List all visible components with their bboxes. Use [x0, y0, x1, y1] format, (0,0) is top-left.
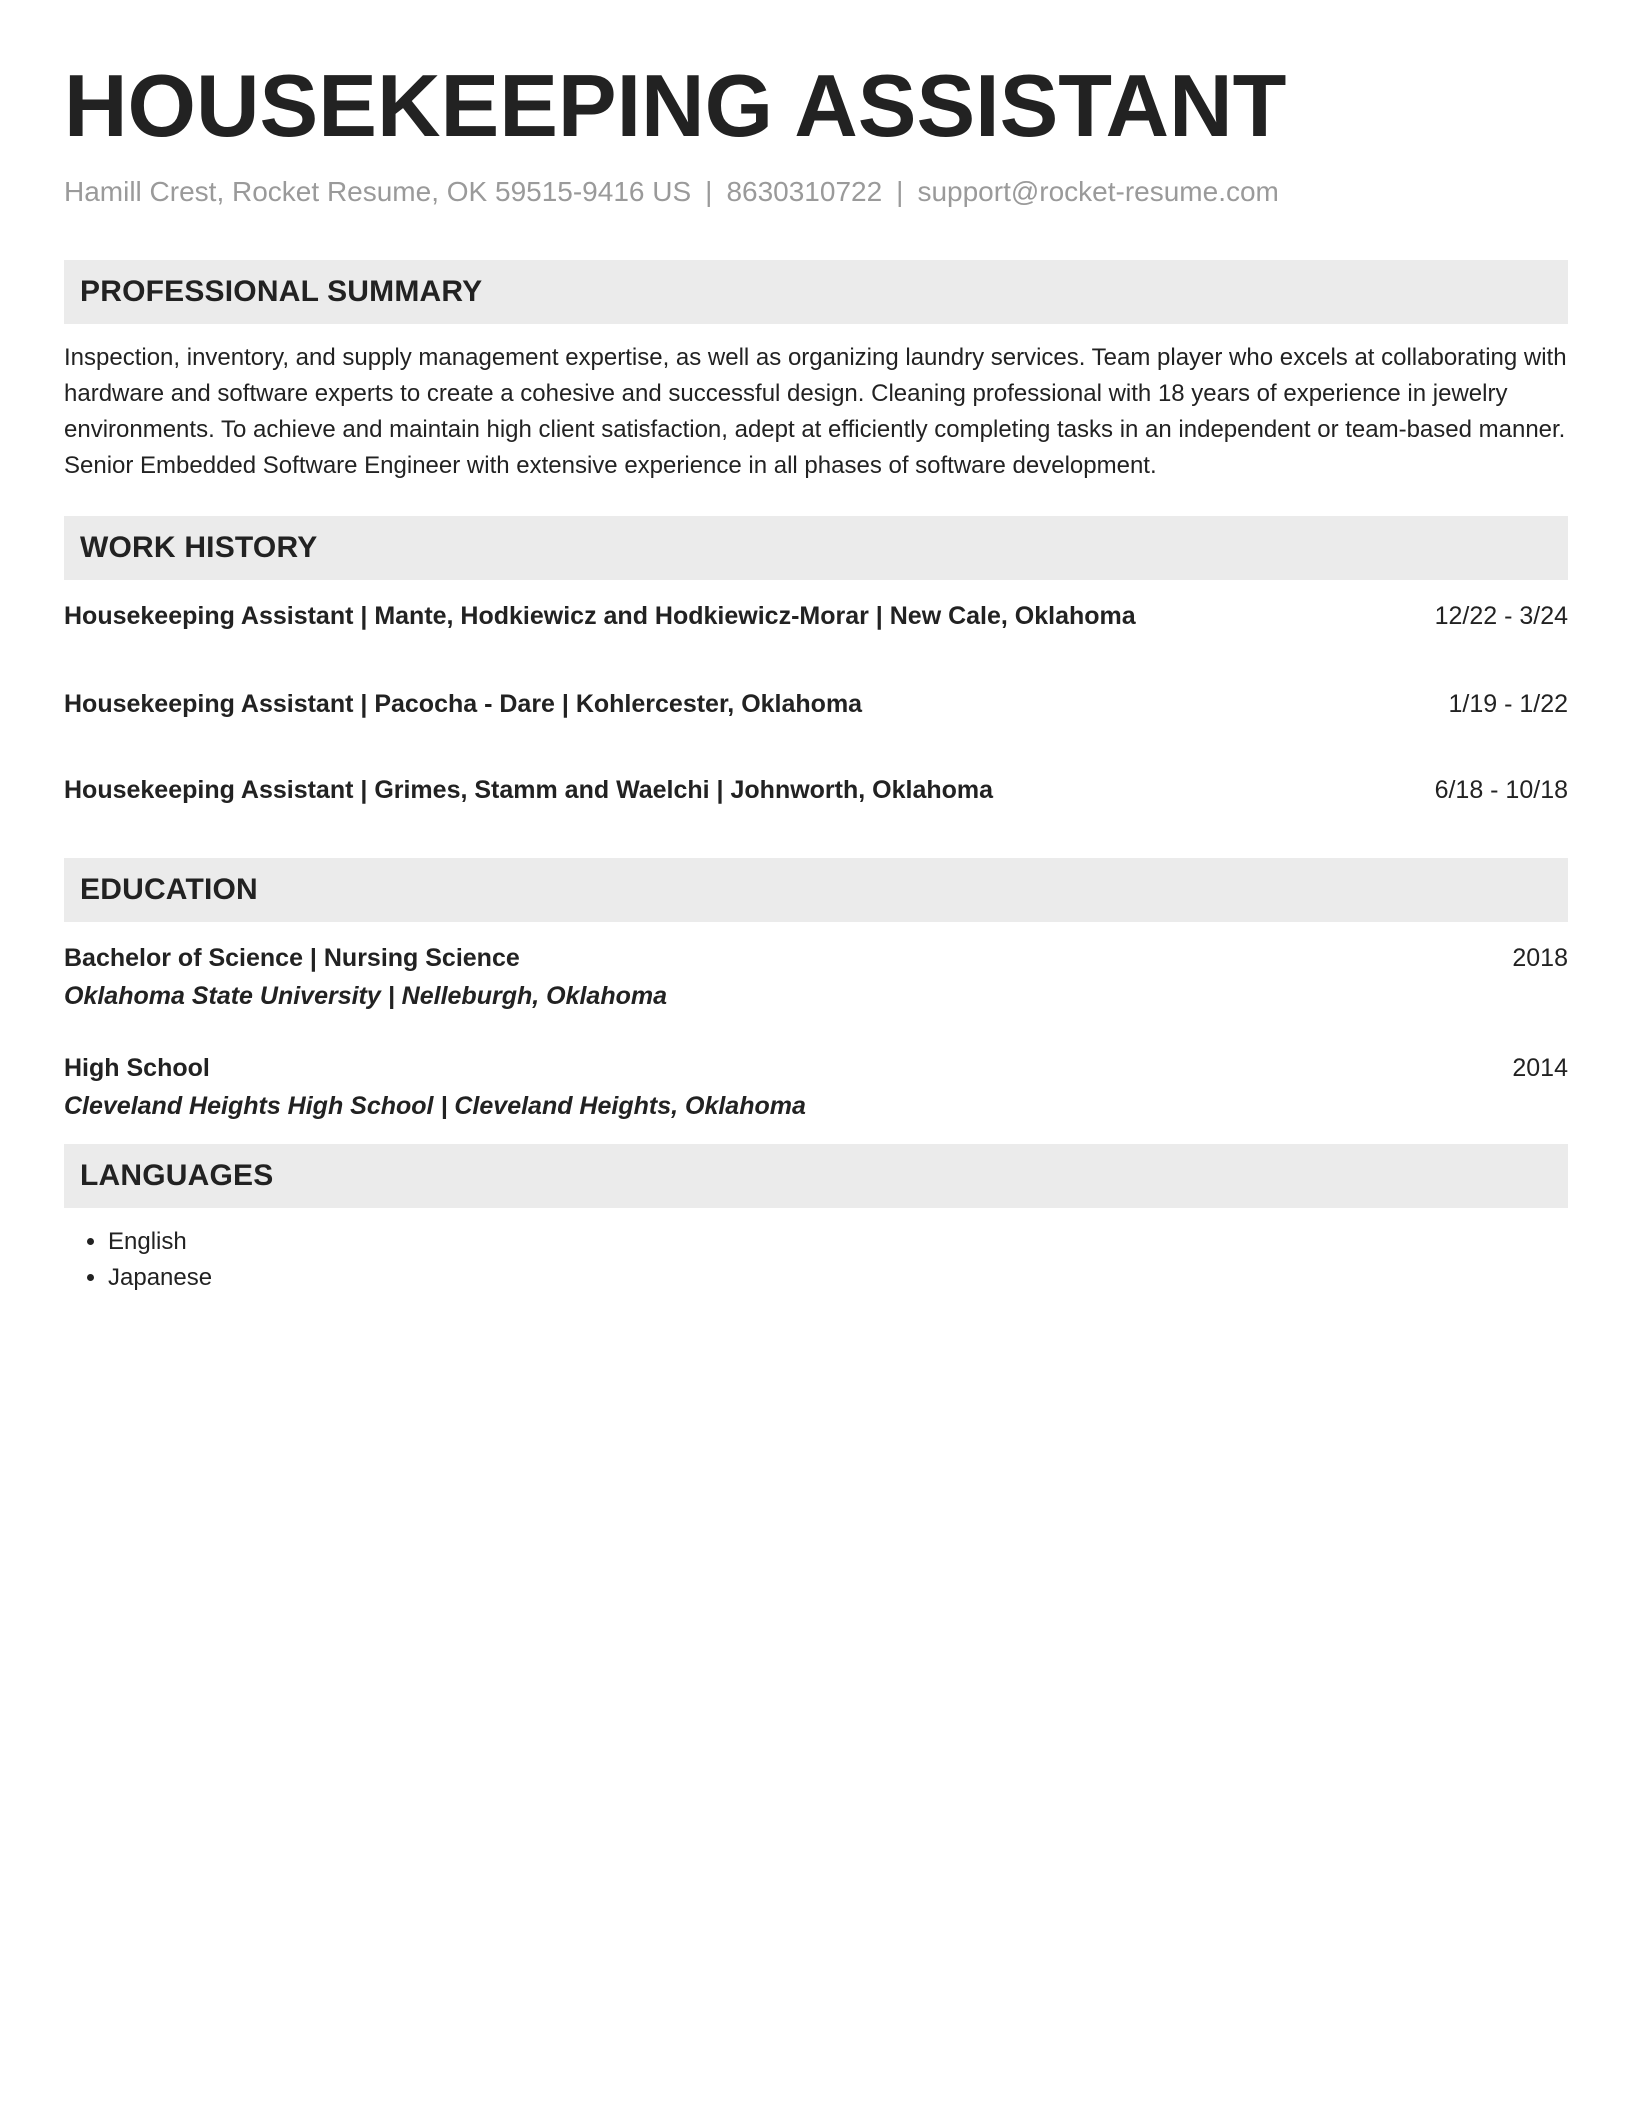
education-row	[64, 1050, 1568, 1086]
contact-line	[64, 174, 1568, 210]
section-title: WORK HISTORY	[80, 531, 318, 564]
section-title: PROFESSIONAL SUMMARY	[80, 275, 483, 308]
education-year: 2018	[1512, 944, 1568, 972]
job-entry	[64, 598, 1568, 634]
contact-separator: |	[896, 176, 904, 207]
section-title: LANGUAGES	[80, 1159, 274, 1192]
job-dates: 6/18 - 10/18	[1434, 776, 1568, 804]
job-dates: 1/19 - 1/22	[1448, 690, 1568, 718]
resume-title: HOUSEKEEPING ASSISTANT	[64, 56, 1287, 155]
contact-separator: |	[705, 176, 713, 207]
education-degree: Bachelor of Science | Nursing Science	[64, 944, 520, 972]
education-entry	[64, 940, 1568, 1014]
job-entry	[64, 686, 1568, 722]
education-degree: High School	[64, 1054, 210, 1082]
job-title: Housekeeping Assistant | Pacocha - Dare | Kohlercester, Oklahoma	[64, 690, 863, 718]
languages-list	[64, 1224, 1568, 1296]
section-header-languages	[64, 1144, 1568, 1208]
language-item: • Japanese	[108, 1260, 1568, 1296]
language-item: • English	[108, 1224, 1568, 1260]
education-school: Oklahoma State University | Nelleburgh, Oklahoma	[64, 982, 668, 1010]
education-school: Cleveland Heights High School | Cleveland Heights, Oklahoma	[64, 1092, 806, 1120]
contact-phone: 8630310722	[726, 176, 883, 207]
contact-email: support@rocket-resume.com	[917, 176, 1279, 207]
education-entry	[64, 1050, 1568, 1124]
section-title: EDUCATION	[80, 873, 258, 906]
section-header-education	[64, 858, 1568, 922]
section-header-work-history	[64, 516, 1568, 580]
summary-text: Inspection, inventory, and supply management expertise, as well as organizing laundry services. Team player who excels at collaborating with hardware and software experts to create a cohesive and successful design. Cleaning professional with 18 years of experience in jewelry environments. To achieve and maintain high client satisfaction, adept at efficiently completing tasks in an independent or team-based manner. Senior Embedded Software Engineer with extensive experience in all phases of software development.	[64, 344, 1567, 479]
section-header-professional-summary	[64, 260, 1568, 324]
contact-address: Hamill Crest, Rocket Resume, OK 59515-9416 US	[64, 176, 692, 207]
job-entry	[64, 772, 1568, 808]
job-title: Housekeeping Assistant | Mante, Hodkiewicz and Hodkiewicz-Morar | New Cale, Oklahoma	[64, 602, 1136, 630]
job-dates: 12/22 - 3/24	[1434, 602, 1568, 630]
education-year: 2014	[1512, 1054, 1568, 1082]
job-title: Housekeeping Assistant | Grimes, Stamm and Waelchi | Johnworth, Oklahoma	[64, 776, 994, 804]
education-row	[64, 940, 1568, 976]
